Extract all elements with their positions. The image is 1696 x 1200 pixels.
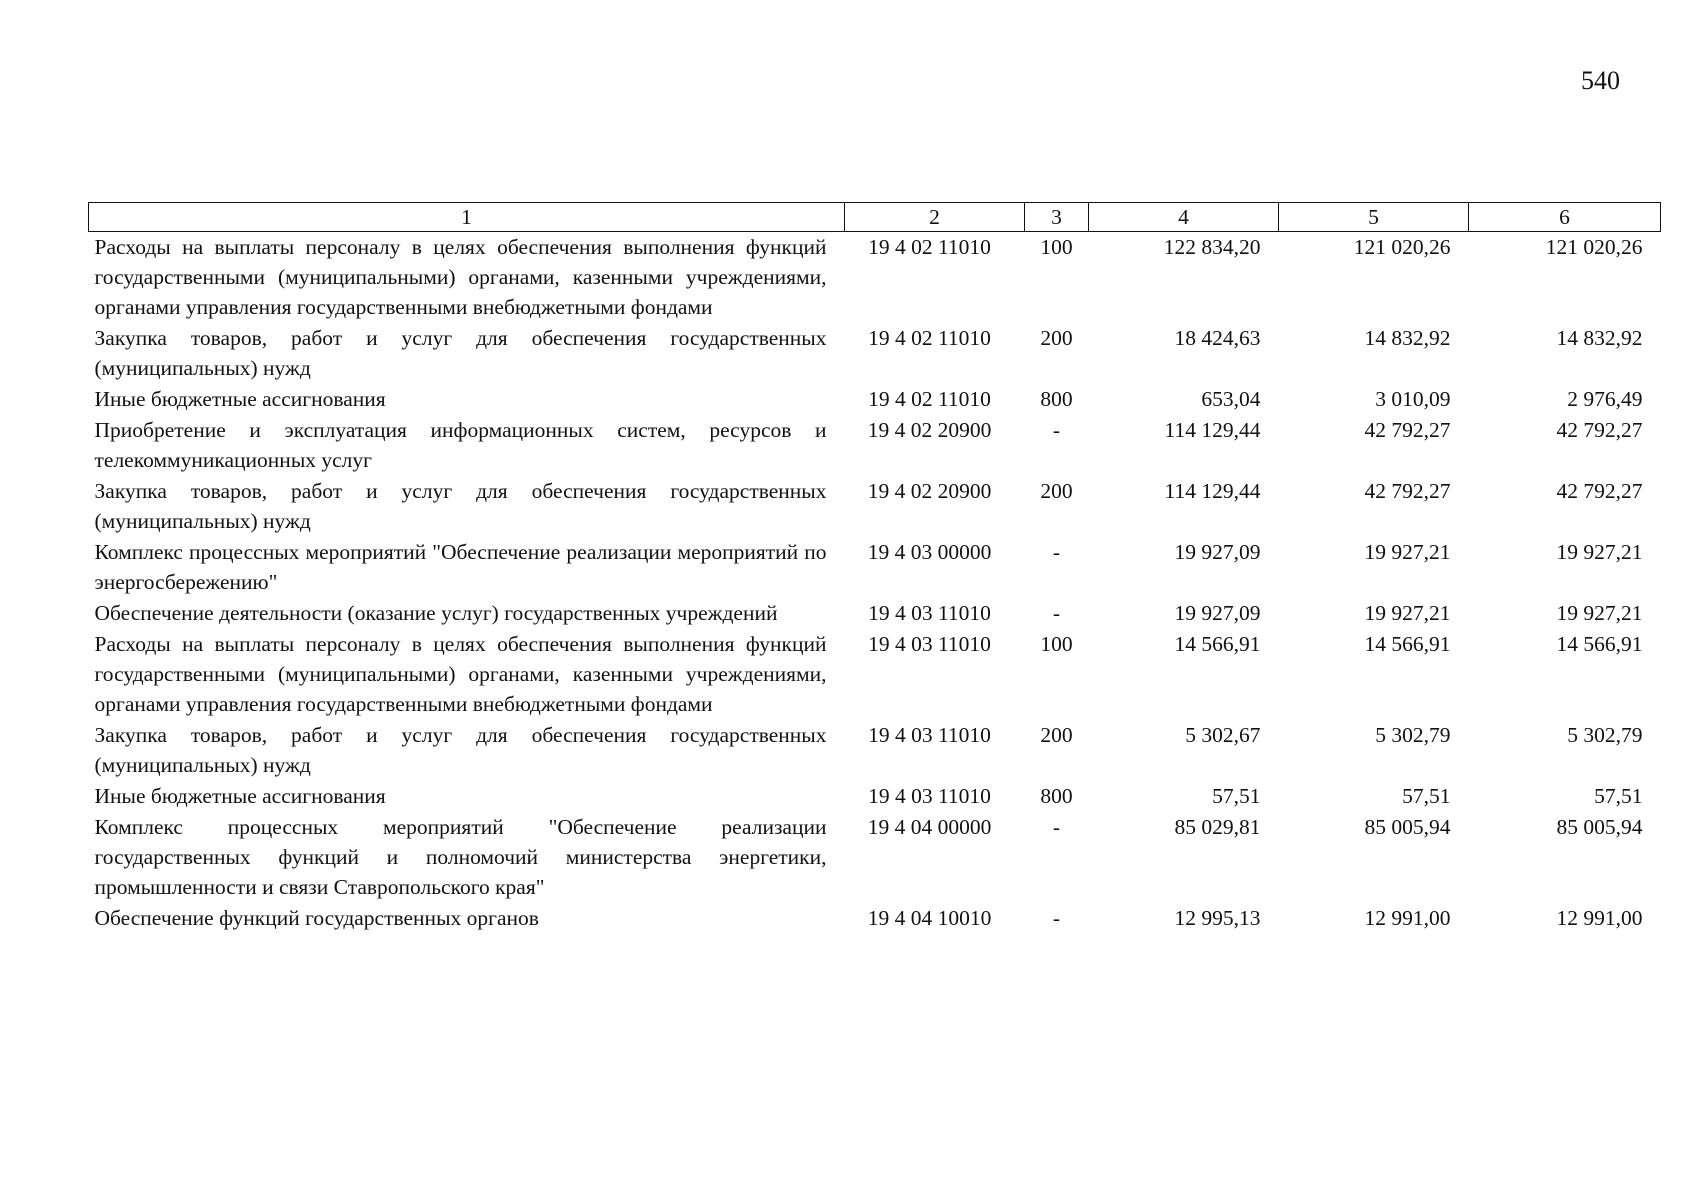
row-name: Закупка товаров, работ и услуг для обеспечения государственных (муниципальных) нужд: [94, 723, 827, 777]
row-value-col-6: 12 991,00: [1556, 906, 1643, 930]
row-value-col-6: 42 792,27: [1556, 479, 1643, 503]
row-value-col-5: 3 010,09: [1375, 387, 1451, 411]
row-name: Иные бюджетные ассигнования: [94, 387, 386, 411]
row-value-col-4: 18 424,63: [1174, 326, 1261, 350]
header-col-5: 5: [1279, 203, 1469, 232]
row-value-col-4: 57,51: [1212, 784, 1261, 808]
row-expense-type: -: [1052, 540, 1061, 564]
row-code: 19 4 02 11010: [868, 387, 991, 411]
header-col-1: 1: [89, 203, 845, 232]
row-expense-type: 100: [1040, 632, 1073, 656]
row-value-col-6: 85 005,94: [1556, 815, 1643, 839]
row-value-col-4: 653,04: [1201, 387, 1261, 411]
table-row: [89, 323, 1661, 384]
row-code: 19 4 02 11010: [868, 326, 991, 350]
row-value-col-5: 57,51: [1402, 784, 1451, 808]
header-col-6: 6: [1469, 203, 1661, 232]
row-code: 19 4 03 00000: [867, 540, 992, 564]
row-expense-type: -: [1052, 815, 1061, 839]
page-number: 540: [1581, 66, 1620, 95]
row-value-col-4: 114 129,44: [1164, 479, 1261, 503]
row-expense-type: -: [1052, 418, 1061, 442]
row-value-col-4: 85 029,81: [1174, 815, 1261, 839]
row-expense-type: -: [1052, 906, 1061, 930]
row-code: 19 4 03 11010: [868, 723, 991, 747]
header-col-4: 4: [1089, 203, 1279, 232]
row-value-col-5: 12 991,00: [1364, 906, 1451, 930]
table-row: [89, 415, 1661, 476]
table-row: [89, 232, 1661, 324]
row-value-col-4: 114 129,44: [1164, 418, 1261, 442]
row-expense-type: 200: [1040, 723, 1073, 747]
row-expense-type: 800: [1040, 387, 1073, 411]
row-name: Расходы на выплаты персоналу в целях обеспечения выполнения функций государственными (муниципальными) органами, казенными учреждениями, органами управления государственными внебюджетными фондами: [94, 235, 827, 319]
row-value-col-6: 19 927,21: [1556, 601, 1643, 625]
row-code: 19 4 03 11010: [868, 632, 991, 656]
table-row: [89, 781, 1661, 812]
row-value-col-6: 5 302,79: [1567, 723, 1643, 747]
row-value-col-6: 14 566,91: [1556, 632, 1643, 656]
row-value-col-5: 121 020,26: [1353, 235, 1451, 259]
row-value-col-4: 122 834,20: [1163, 235, 1261, 259]
table-body: [89, 232, 1661, 935]
row-expense-type: 200: [1040, 326, 1073, 350]
table-row: [89, 903, 1661, 934]
budget-table: [88, 202, 1661, 934]
row-code: 19 4 04 10010: [867, 906, 992, 930]
row-value-col-6: 121 020,26: [1545, 235, 1643, 259]
row-expense-type: 100: [1040, 235, 1073, 259]
row-name: Закупка товаров, работ и услуг для обеспечения государственных (муниципальных) нужд: [94, 326, 827, 380]
row-name: Расходы на выплаты персоналу в целях обеспечения выполнения функций государственными (муниципальными) органами, казенными учреждениями, органами управления государственными внебюджетными фондами: [94, 632, 827, 716]
row-name: Комплекс процессных мероприятий "Обеспечение реализации мероприятий по энергосбережению": [94, 540, 827, 594]
row-code: 19 4 02 20900: [867, 479, 992, 503]
row-value-col-4: 5 302,67: [1185, 723, 1261, 747]
row-code: 19 4 04 00000: [867, 815, 992, 839]
row-value-col-5: 5 302,79: [1375, 723, 1451, 747]
row-value-col-6: 19 927,21: [1556, 540, 1643, 564]
table-row: [89, 629, 1661, 720]
row-name: Обеспечение функций государственных органов: [94, 906, 539, 930]
row-value-col-5: 19 927,21: [1364, 601, 1451, 625]
table-header: [89, 203, 1661, 232]
row-code: 19 4 03 11010: [868, 784, 991, 808]
row-value-col-6: 14 832,92: [1556, 326, 1643, 350]
row-code: 19 4 02 20900: [867, 418, 992, 442]
row-value-col-5: 42 792,27: [1364, 418, 1451, 442]
row-name: Иные бюджетные ассигнования: [94, 784, 386, 808]
row-value-col-6: 42 792,27: [1556, 418, 1643, 442]
table-row: [89, 384, 1661, 415]
row-expense-type: 800: [1040, 784, 1073, 808]
row-value-col-6: 2 976,49: [1567, 387, 1643, 411]
header-row: [89, 203, 1661, 232]
table-row: [89, 598, 1661, 629]
row-code: 19 4 03 11010: [868, 601, 991, 625]
row-value-col-5: 42 792,27: [1364, 479, 1451, 503]
row-value-col-6: 57,51: [1594, 784, 1643, 808]
row-name: Приобретение и эксплуатация информационных систем, ресурсов и телекоммуникационных услуг: [94, 418, 827, 472]
row-name: Закупка товаров, работ и услуг для обеспечения государственных (муниципальных) нужд: [94, 479, 827, 533]
row-value-col-5: 14 566,91: [1364, 632, 1451, 656]
header-col-2: 2: [845, 203, 1025, 232]
row-value-col-4: 14 566,91: [1174, 632, 1261, 656]
row-code: 19 4 02 11010: [868, 235, 991, 259]
table-row: [89, 537, 1661, 598]
row-name: Комплекс процессных мероприятий "Обеспечение реализации государственных функций и полномочий министерства энергетики, промышленности и связи Ставропольского края": [94, 815, 827, 899]
row-value-col-5: 19 927,21: [1364, 540, 1451, 564]
row-name: Обеспечение деятельности (оказание услуг) государственных учреждений: [94, 601, 778, 625]
row-expense-type: -: [1052, 601, 1061, 625]
table-row: [89, 476, 1661, 537]
row-expense-type: 200: [1040, 479, 1073, 503]
table-row: [89, 720, 1661, 781]
row-value-col-4: 12 995,13: [1174, 906, 1261, 930]
row-value-col-5: 14 832,92: [1364, 326, 1451, 350]
header-col-3: 3: [1025, 203, 1089, 232]
row-value-col-4: 19 927,09: [1174, 540, 1261, 564]
table-row: [89, 812, 1661, 903]
row-value-col-4: 19 927,09: [1174, 601, 1261, 625]
row-value-col-5: 85 005,94: [1364, 815, 1451, 839]
